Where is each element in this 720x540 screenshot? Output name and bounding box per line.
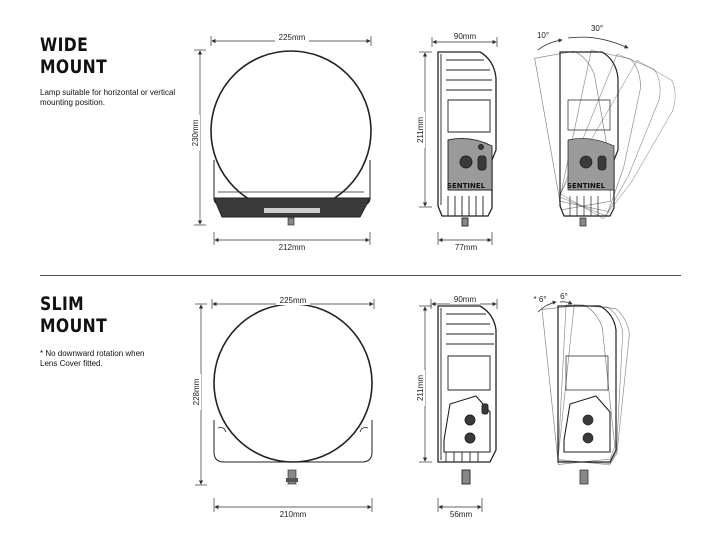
- wide-side-depth-bottom: 77mm: [454, 243, 478, 252]
- slim-rotation-view: [538, 302, 632, 484]
- wide-rotation-brand-label: SENTINEL: [566, 182, 606, 190]
- wide-front-view: [211, 51, 371, 225]
- wide-side-depth-top: 90mm: [453, 32, 477, 41]
- slim-side-view: [438, 306, 496, 484]
- slim-height-label: 228mm: [192, 378, 201, 406]
- wide-side-height: 211mm: [416, 116, 425, 144]
- wide-angle-back: 10°: [536, 31, 550, 40]
- slim-title-line2: MOUNT: [40, 315, 108, 337]
- wide-title-line1: WIDE: [40, 34, 89, 56]
- wide-mount-bolt: [288, 218, 294, 225]
- wide-side-view: [438, 52, 496, 226]
- wide-height-label: 230mm: [191, 119, 200, 147]
- slim-side-depth-top: 90mm: [453, 295, 477, 304]
- wide-base-width-label: 212mm: [278, 243, 306, 252]
- slim-width-label: 225mm: [279, 296, 307, 305]
- wide-angle-fwd: 30°: [590, 24, 604, 33]
- wide-brand-label: SENTINEL: [446, 182, 486, 190]
- wide-rotation-view: [535, 37, 686, 226]
- slim-angle-back: * 6°: [533, 295, 547, 304]
- slim-side-height: 211mm: [416, 374, 425, 402]
- slim-title-line1: SLIM: [40, 293, 85, 315]
- wide-mount-note: Lamp suitable for horizontal or vertical mounting position.: [40, 88, 176, 107]
- wide-base-bracket: [214, 198, 370, 217]
- slim-base-width-label: 210mm: [279, 510, 307, 519]
- wide-title-line2: MOUNT: [40, 56, 108, 78]
- slim-front-dims: [195, 299, 374, 512]
- slim-lamp-lens: [214, 304, 372, 462]
- slim-mount-note: * No downward rotation when Lens Cover fitted.: [40, 349, 145, 368]
- slim-angle-fwd: 6°: [560, 292, 568, 301]
- wide-lamp-lens: [211, 51, 371, 211]
- slim-front-view: [214, 304, 372, 484]
- slim-side-depth-bottom: 56mm: [449, 510, 473, 519]
- wide-width-label: 225mm: [278, 33, 306, 42]
